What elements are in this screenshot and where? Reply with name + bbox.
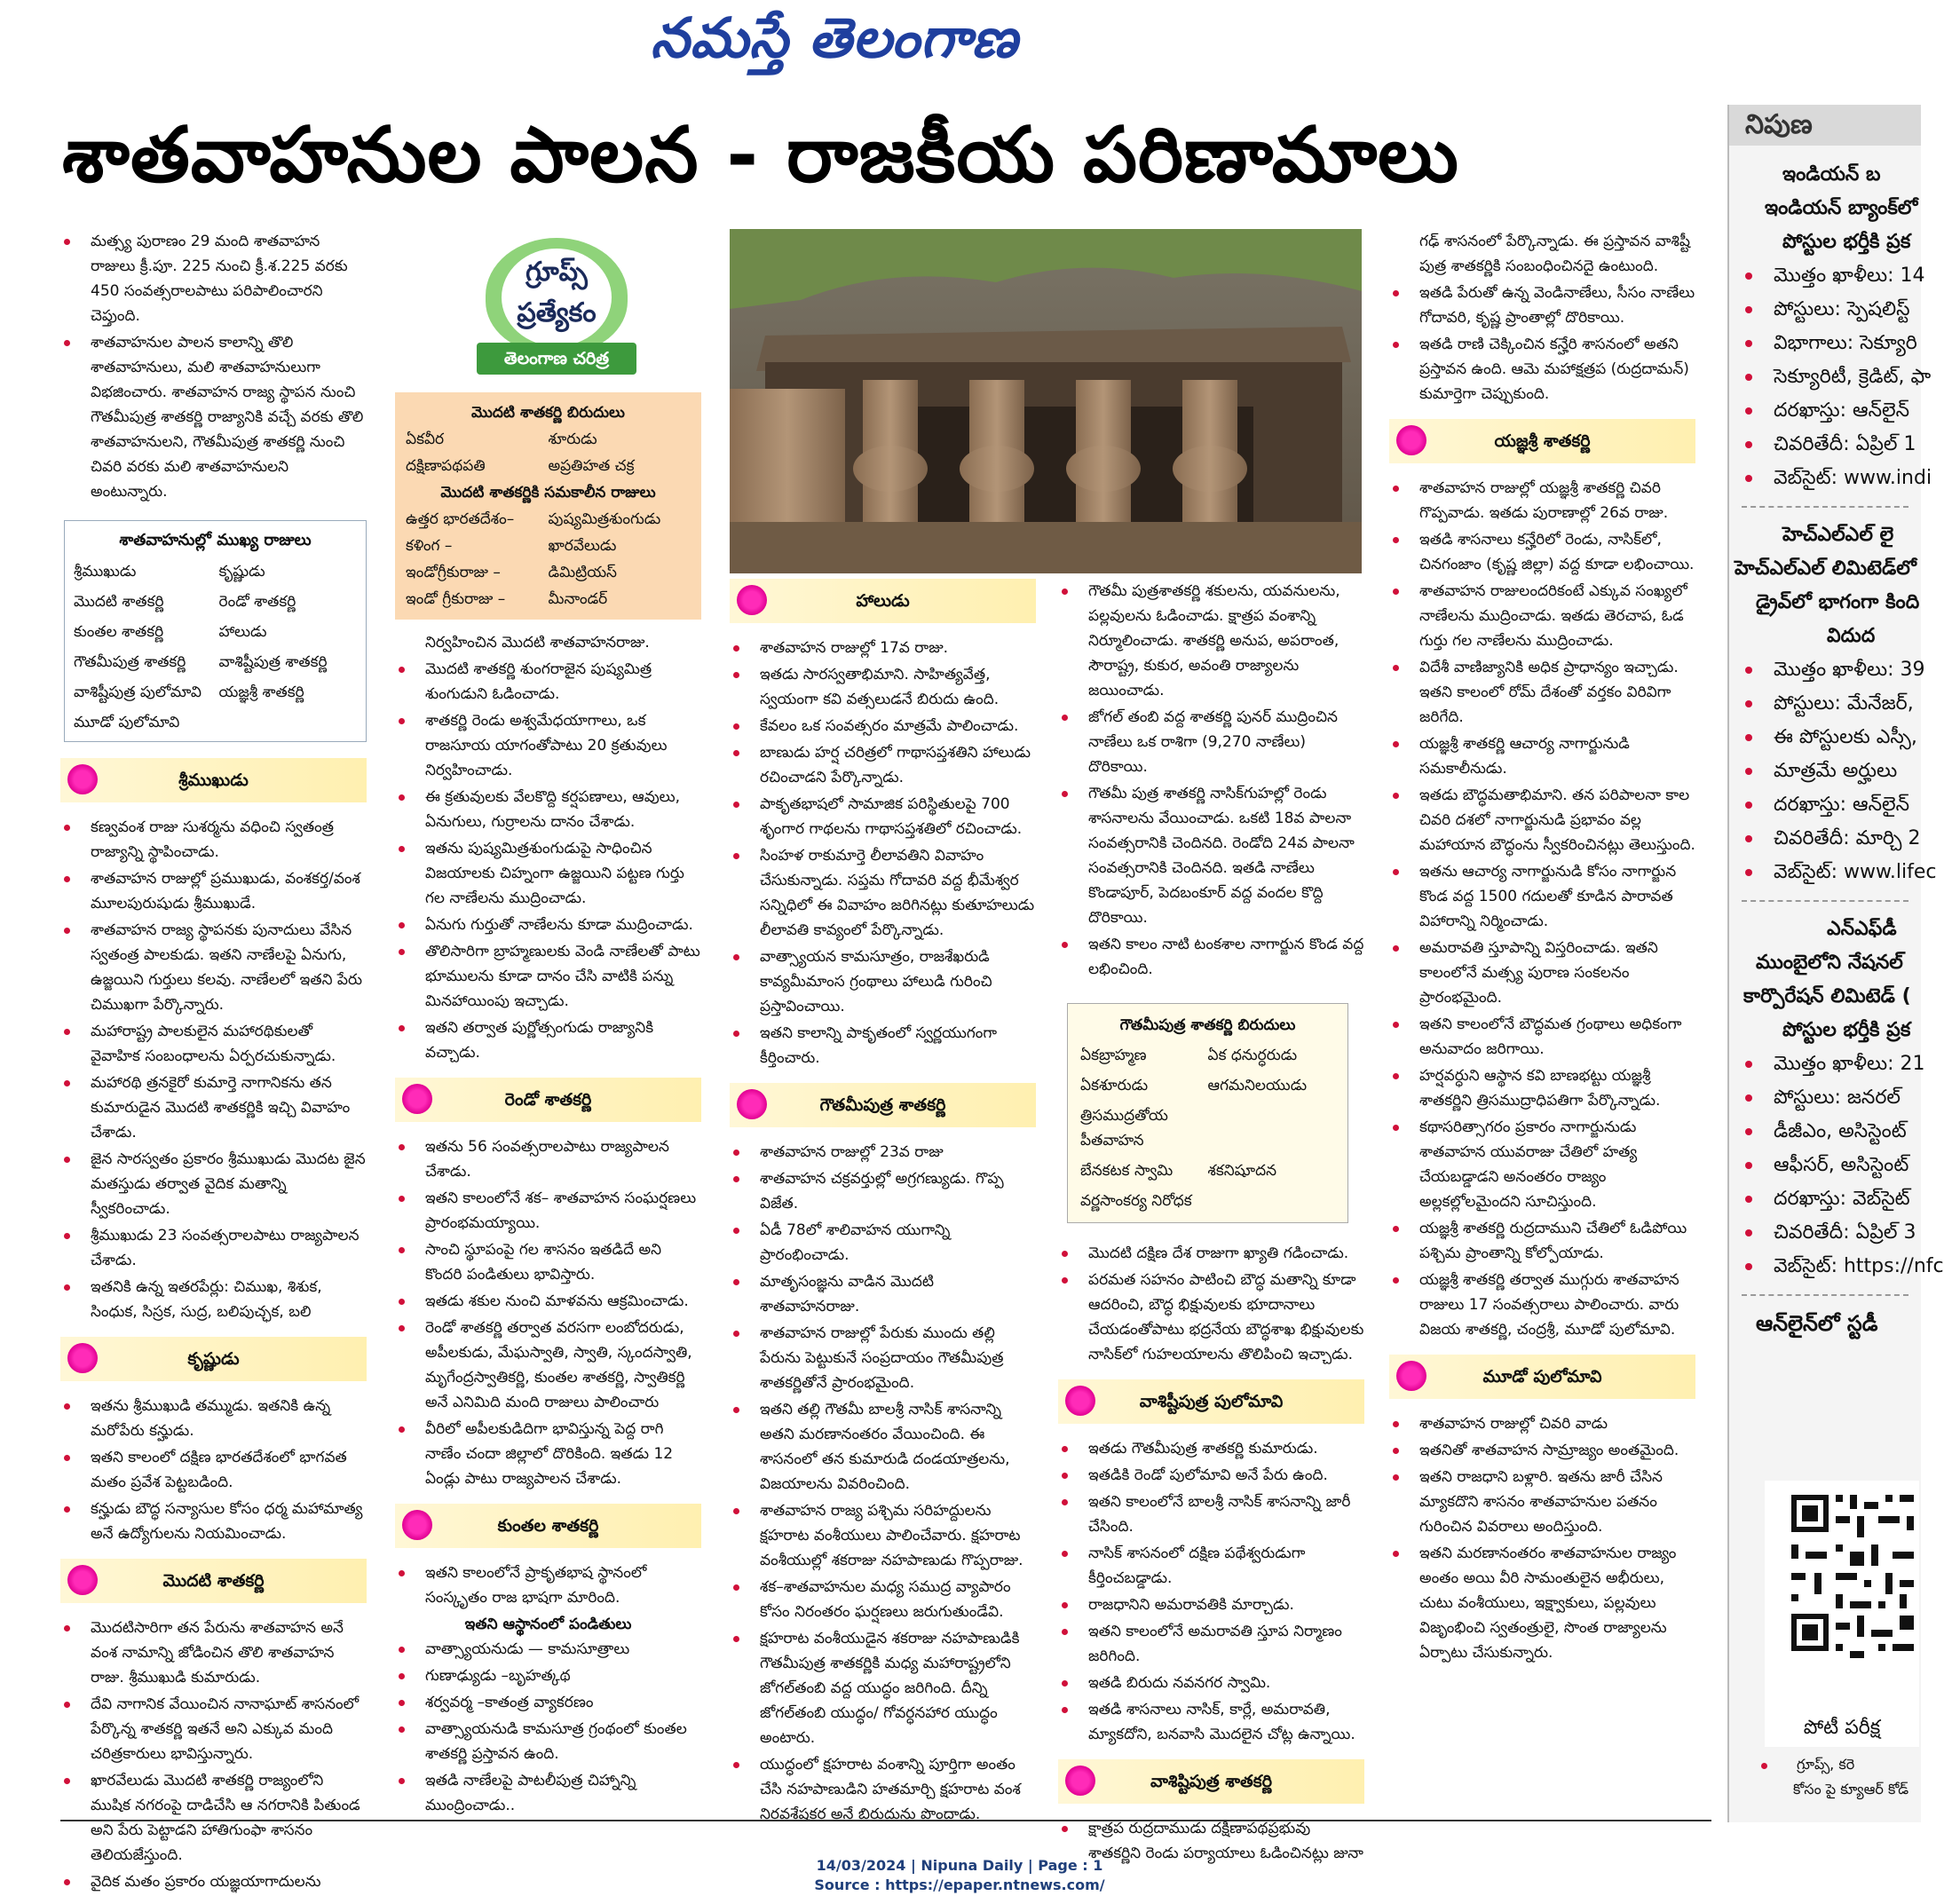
list-item: శాతవాహన రాజుల్లో పేరుకు ముందు తల్లి పేరును పెట్టుకునే సంప్రదాయం గౌతమీపుత్ర శాతకర్ణితోనే ప్రారంభమైంది. bbox=[730, 1321, 1036, 1395]
list-item: ఇతను పుష్యమిత్రశుంగుడుపై సాధించిన విజయాలకు చిహ్నంగా ఉజ్జయిని పట్టణ గుర్తు గల నాణేలను ముద్రించాడు. bbox=[395, 836, 701, 911]
list-item: క్షాత్రప రుద్రదాముడు దక్షిణాపథప్రభువు శాతకర్ణిని రెండు పర్యాయాలు ఓడించినట్లు జునా bbox=[1058, 1816, 1364, 1866]
footer-source-link[interactable]: Source : https://epaper.ntnews.com/ bbox=[814, 1876, 1105, 1893]
region: ఇండోగ్రీకురాజు – bbox=[406, 564, 501, 581]
ad-subtitle: కార్పొరేషన్ లిమిటెడ్ ( bbox=[1743, 985, 1911, 1007]
title-item: ఏకబ్రాహ్మణ bbox=[1080, 1047, 1147, 1064]
title-item: వర్ణసాంకర్య నిరోధక bbox=[1080, 1192, 1192, 1210]
list-item: మొదటి శాతకర్ణి శుంగరాజైన పుష్యమిత్ర శుంగుడుని ఓడించాడు. bbox=[395, 657, 701, 707]
cave-temple-photo bbox=[730, 229, 1362, 573]
footnote-line: కోసం పై క్యూఆర్ కోడ్ bbox=[1793, 1781, 1909, 1797]
gautamiputra-titles-box bbox=[1067, 1003, 1348, 1223]
king: పుష్యమిత్రశుంగుడు bbox=[548, 510, 661, 528]
list-item: అమరావతి స్తూపాన్ని విస్తరించాడు. ఇతని కాలంలోనే మత్స్య పురాణ సంకలనం ప్రారంభమైంది. bbox=[1389, 936, 1695, 1010]
title-item: ఏక ధనుర్ధరుడు bbox=[1207, 1047, 1298, 1064]
list-item: ఇతని కాలంలోనే బాలశ్రీ నాసిక్ శాసనాన్ని జారీ చేసింది. bbox=[1058, 1489, 1364, 1539]
list-item: శాతవాహనుల పాలన కాలాన్ని తొలి శాతవాహనులు, మలి శాతవాహనులుగా విభజించారు. శాతవాహన రాజ్య స్థాపన నుంచి గౌతమీపుత్ర శాతకర్ణి రాజ్యానికి వచ్చే వరకు తొలి శాతవాహనులని, గౌతమీపుత్ర శాతకర్ణి నుంచి చివరి వరకు మలి శాతవాహనులని అంటున్నారు. bbox=[60, 330, 367, 504]
divider bbox=[1742, 900, 1908, 902]
king-name: కుంతల శాతకర్ణి bbox=[74, 623, 164, 641]
king-name: వాశిష్టీపుత్ర శాతకర్ణి bbox=[218, 653, 328, 671]
kings-box bbox=[64, 520, 367, 742]
list-item: ఇతడి శాసనాలు కన్హేరిలో రెండు, నాసిక్‌లో, చినగంజాం (కృష్ణ జిల్లా) వద్ద కూడా లభించాయి. bbox=[1389, 527, 1695, 577]
king-name: శ్రీముఖుడు bbox=[74, 563, 137, 581]
list-item: శాతవాహన రాజులందరికంటే ఎక్కువ సంఖ్యలో నాణేలను ముద్రించాడు. ఇతడు తెరచాప, ఓడ గుర్తు గల నాణేలను ముద్రించాడు. bbox=[1389, 579, 1695, 653]
qr-code[interactable] bbox=[1765, 1481, 1919, 1747]
list-item: యజ్ఞశ్రీ శాతకర్ణి ఆచార్య నాగార్జునుడి సమకాలీనుడు. bbox=[1389, 731, 1695, 781]
list-item: మొదటి దక్షిణ దేశ రాజుగా ఖ్యాతి గడించాడు. bbox=[1058, 1241, 1364, 1266]
list-item: వాత్స్యాయన కామసూత్రం, రాజశేఖరుడి కావ్యమీమాంస గ్రంథాలు హాలుడి గురించి ప్రస్తావించాయి. bbox=[730, 944, 1036, 1019]
ad-item: విభాగాలు: సెక్యూరి bbox=[1729, 327, 1921, 360]
king: ఖారవేలుడు bbox=[548, 537, 617, 555]
list-item: తొలిసారిగా బ్రాహ్మణులకు వెండి నాణేలతో పాటు భూములను కూడా దానం చేసి వాటికి పన్ను మినహాయింపు ఇచ్చాడు. bbox=[395, 939, 701, 1014]
list-item: శాతవాహన రాజుల్లో ప్రముఖుడు, వంశకర్త/వంశ మూలపురుషుడు శ్రీముఖుడే. bbox=[60, 866, 367, 916]
list-item: శాతకర్ణి రెండు అశ్వమేధయాగాలు, ఒక రాజసూయ యాగంతోపాటు 20 క్రతువులు నిర్వహించాడు. bbox=[395, 708, 701, 783]
list-item: వాత్స్యాయనుడి కామసూత్ర గ్రంథంలో కుంతల శాతకర్ణి ప్రస్తావన ఉంది. bbox=[395, 1717, 701, 1766]
list-item: శాతవాహన రాజ్య స్థాపనకు పునాదులు వేసిన స్వతంత్ర పాలకుడు. ఇతని నాణేలపై ఏనుగు, ఉజ్జయిని గుర్తులు కలవు. నాణేలలో ఇతని పేరు చిముఖగా పేర్కొన్నారు. bbox=[60, 918, 367, 1017]
ad-title: ఎన్‌ఎఫ్‌డీ bbox=[1827, 918, 1897, 940]
list-item: శాతవాహన రాజ్య పశ్చిమ సరిహద్దులను క్షహరాట వంశీయులు పాలించేవారు. క్షహరాట వంశీయుల్లో శకరాజు నహపాణుడు గొప్పరాజు. bbox=[730, 1498, 1036, 1573]
sidebar-header: నిపుణ bbox=[1729, 105, 1921, 146]
list-item: దేవి నాగానిక వేయించిన నానాఘాట్ శాసనంలో పేర్కొన్న శాతకర్ణి ఇతనే అని ఎక్కువ మంది చరిత్రకారులు భావిస్తున్నారు. bbox=[60, 1692, 367, 1766]
title-item: బేనకటక స్వామి bbox=[1080, 1162, 1174, 1180]
list-item: ఏడీ 78లో శాలివాహన యుగాన్ని ప్రారంభించాడు. bbox=[730, 1218, 1036, 1268]
list-item: కన్హుడు బౌద్ధ సన్యాసుల కోసం ధర్మ మహామాత్య అనే ఉద్యోగులను నియమించాడు. bbox=[60, 1497, 367, 1546]
ad-title: హెచ్‌ఎల్‌ఎల్ లై bbox=[1782, 524, 1894, 546]
title-item: ఏకవీర bbox=[406, 431, 445, 448]
list-item: రెండో శాతకర్ణి తర్వాత వరసగా లంబోదరుడు, అపీలకుడు, మేఘస్వాతి, స్వాతి, స్కందస్వాతి, మృగేంద్రస్వాతికర్ణి, కుంతల శాతకర్ణి, స్వాతికర్ణి అనే ఎనిమిది మంది రాజులు పాలించారు bbox=[395, 1315, 701, 1415]
title-item: శూరుడు bbox=[548, 431, 597, 448]
list-item: కణ్వవంశ రాజు సుశర్మను వధించి స్వతంత్ర రాజ్యాన్ని స్థాపించాడు. bbox=[60, 815, 367, 865]
list-item: ఇతడు సారస్వతాభిమాని. సాహిత్యవేత్త, స్వయంగా కవి వత్సలుడనే బిరుదు ఉంది. bbox=[730, 662, 1036, 712]
list-item: జైన సారస్వతం ప్రకారం శ్రీముఖుడు మొదట జైన మతస్తుడు తర్వాత వైదిక మతాన్ని స్వీకరించాడు. bbox=[60, 1147, 367, 1221]
list-item: గౌతమీ పుత్రశాతకర్ణి శకులను, యవనులను, పల్లవులను ఓడించాడు. క్షాత్రప వంశాన్ని నిర్మూలించాడు. శాతకర్ణి అనుప, అపరాంత, సౌరాష్ట్ర, కుకుర, అవంతి రాజ్యాలను జయించాడు. bbox=[1058, 579, 1364, 703]
section-heading: కృష్ణుడు bbox=[60, 1337, 367, 1381]
region: ఉత్తర భారతదేశం– bbox=[406, 510, 515, 528]
title-item: అప్రతిహత చక్ర bbox=[548, 457, 635, 475]
list-item: వీరిలో అపీలకుడిదిగా భావిస్తున్న పెద్ద రాగి నాణేం చందా జిల్లాలో దొరికింది. ఇతడు 12 ఏండ్లు పాటు రాజ్యపాలన చేశాడు. bbox=[395, 1417, 701, 1491]
list-item: క్షహరాట వంశీయుడైన శకరాజు నహపాణుడికి గౌతమీపుత్ర శాతకర్ణికి మధ్య మహారాష్ట్రలోని జోగల్‌తంబి వద్ద యుద్ధం జరిగింది. దీన్ని జోగల్‌తంబి యుద్ధం/ గోవర్ధనహార యుద్ధం అంటారు. bbox=[730, 1626, 1036, 1750]
list-item: ఇతను ఆచార్య నాగార్జునుడి కోసం నాగార్జున కొండ వద్ద 1500 గదులతో కూడిన పారావత విహారాన్ని నిర్మించాడు. bbox=[1389, 859, 1695, 934]
list-item: ఇతని కాలంలోనే శక– శాతవాహన సంఘర్షణలు ప్రారంభమయ్యాయి. bbox=[395, 1186, 701, 1236]
king-name: గౌతమీపుత్ర శాతకర్ణి bbox=[74, 653, 186, 671]
ad-item: చివరితేదీ: మార్చి 2 bbox=[1729, 822, 1921, 856]
ad-link[interactable]: వెబ్‌సైట్: www.indi bbox=[1729, 462, 1921, 495]
title-item: త్రిసముద్రతోయ పీతవాహన bbox=[1080, 1107, 1168, 1150]
title-item: ఏకశూరుడు bbox=[1080, 1077, 1149, 1094]
titles-box bbox=[395, 392, 701, 620]
list-item: కథాసరిత్సాగరం ప్రకారం నాగార్జునుడు శాతవాహన యువరాజు చేతిలో హత్య చేయబడ్డాడని అనంతరం రాజ్యం అల్లకల్లోలమైందని సూచిస్తుంది. bbox=[1389, 1115, 1695, 1214]
ad-item: ఈ పోస్టులకు ఎస్సీ, bbox=[1729, 721, 1921, 754]
ad-subtitle: ముంబైలోని నేషనల్ bbox=[1756, 952, 1903, 974]
list-item: ఇతడు శకుల నుంచి మాళవను ఆక్రమించాడు. bbox=[395, 1289, 701, 1314]
column-2 bbox=[395, 222, 701, 1820]
list-item: ఇతని మరణానంతరం శాతవాహనుల రాజ్యం అంతం అయి వీరి సామంతులైన అభీరులు, చుటు వంశీయులు, ఇక్ష్వాకులు, పల్లవులు విజృంభించి స్వతంత్రులై, సొంత రాజ్యాలను ఏర్పాటు చేసుకున్నారు. bbox=[1389, 1541, 1695, 1665]
ad-subtitle: హెచ్‌ఎల్‌ఎల్ లిమిటెడ్‌లో bbox=[1735, 557, 1916, 580]
king-name: మొదటి శాతకర్ణి bbox=[74, 593, 164, 611]
list-item: హర్షవర్ధుని ఆస్థాన కవి బాణభట్టు యజ్ఞశ్రీ శాతకర్ణిని త్రిసముద్రాధిపతిగా పేర్కొన్నాడు. bbox=[1389, 1063, 1695, 1113]
badge-line-1: గ్రూప్స్ bbox=[526, 257, 588, 288]
list-item: మహారాష్ట్ర పాలకులైన మహారథికులతో వైవాహిక సంబంధాలను ఏర్పరచుకున్నాడు. bbox=[60, 1019, 367, 1069]
list-item: ఇతని తల్లి గౌతమీ బాలశ్రీ నాసిక్ శాసనాన్ని అతని మరణానంతరం వేయించింది. ఈ శాసనంలో తన కుమారుడి దండయాత్రలను, విజయాలను వివరించింది. bbox=[730, 1397, 1036, 1497]
list-item: ఇతడి బిరుదు నవనగర స్వామి. bbox=[1058, 1671, 1364, 1695]
king-name: కృష్ణుడు bbox=[218, 563, 265, 581]
column-1 bbox=[60, 229, 367, 1896]
section-heading: కుంతల శాతకర్ణి bbox=[395, 1504, 701, 1548]
list-item: కేవలం ఒక సంవత్సరం మాత్రమే పాలించాడు. bbox=[730, 714, 1036, 739]
list-item: పాకృతభాషలో సామాజిక పరిస్థితులపై 700 శృంగార గాథలను గాథాసప్తశతిలో రచించాడు. bbox=[730, 792, 1036, 841]
list-item: గుణాఢ్యుడు –బృహత్కథ bbox=[395, 1663, 701, 1688]
section-heading: మొదటి శాతకర్ణి bbox=[60, 1559, 367, 1603]
footnote-line: గ్రూప్స్, కరె bbox=[1758, 1753, 1919, 1776]
intro-list bbox=[60, 229, 367, 504]
column-4 bbox=[1058, 579, 1364, 1868]
column-3 bbox=[730, 579, 1036, 1829]
list-item: మత్స్య పురాణం 29 మంది శాతవాహన రాజులు క్రీ.పూ. 225 నుంచి క్రీ.శ.225 వరకు 450 సంవత్సరాలపాటు పరిపాలించారని చెప్తుంది. bbox=[60, 229, 367, 328]
list-item: నాసిక్ శాసనంలో దక్షిణ పథేశ్వరుడుగా కీర్తించబడ్డాడు. bbox=[1058, 1541, 1364, 1591]
list-item: శక–శాతవాహనుల మధ్య సముద్ర వ్యాపారం కోసం నిరంతరం ఘర్షణలు జరుగుతుండేవి. bbox=[730, 1575, 1036, 1624]
list-item: యజ్ఞశ్రీ శాతకర్ణి రుద్రదాముని చేతిలో ఓడిపోయి పశ్చిమ ప్రాంతాన్ని కోల్పోయాడు. bbox=[1389, 1216, 1695, 1266]
scholars-title: ఇతని ఆస్థానంలో పండితులు bbox=[464, 1616, 632, 1633]
list-item: శాతవాహన రాజుల్లో చివరి వాడు bbox=[1389, 1411, 1695, 1436]
titles-box-title: మొదటి శాతకర్ణి బిరుదులు bbox=[471, 404, 625, 422]
king-name: హాలుడు bbox=[218, 623, 267, 641]
ad-subtitle: పోస్టుల భర్తీకి ప్రక bbox=[1782, 1019, 1911, 1041]
online-study-title: ఆన్‌లైన్‌లో స్టడీ bbox=[1756, 1311, 1878, 1336]
list-item: సాంచి స్థూపంపై గల శాసనం ఇతడిదే అని కొందరి పండితులు భావిస్తారు. bbox=[395, 1237, 701, 1287]
continued-text: నిర్వహించిన మొదటి శాతవాహనరాజు. bbox=[425, 634, 650, 652]
ad-item: సెక్యూరిటీ, క్రెడిట్, ఫా bbox=[1729, 360, 1921, 394]
list-item: ఇతని తర్వాత పుర్ణోత్సంగుడు రాజ్యానికి వచ్చాడు. bbox=[395, 1015, 701, 1065]
list-item: శాతవాహన రాజుల్లో 17వ రాజు. bbox=[730, 636, 1036, 660]
list-item: ఈ క్రతువులకు వేలకొద్ది కర్షపణాలు, ఆవులు, ఏనుగులు, గుర్రాలను దానం చేశాడు. bbox=[395, 785, 701, 834]
masthead-logo: నమస్తే తెలంగాణ bbox=[650, 5, 1019, 70]
list-item: ఇతడి శాసనాలు నాసిక్, కార్లే, అమరావతి, మ్యాకదోని, బనవాసి మొదలైన చోట్ల ఉన్నాయి. bbox=[1058, 1697, 1364, 1747]
qr-caption: పోటీ పరీక్ష bbox=[1803, 1717, 1881, 1739]
ad-item: ఆఫీసర్, అసిస్టెంట్ bbox=[1729, 1149, 1921, 1182]
ad-item: చివరితేదీ: ఏప్రిల్ 3 bbox=[1729, 1216, 1921, 1250]
list-item: యుద్ధంలో క్షహరాట వంశాన్ని పూర్తిగా అంతం చేసి నహపాణుడిని హతమార్చి క్షహరాట వంశ నిరవశేషకర అనే బిరుదును పొందాడు. bbox=[730, 1752, 1036, 1827]
list-item: ఇతనితో శాతవాహన సామ్రాజ్యం అంతమైంది. bbox=[1389, 1438, 1695, 1463]
list-item: ఇతని రాజధాని బళ్లారి. ఇతను జారీ చేసిన మ్యాకదొని శాసనం శాతవాహనుల పతనం గురించిన వివరాలు అందిస్తుంది. bbox=[1389, 1465, 1695, 1539]
list-item: ఇతడికి రెండో పులోమావి అనే పేరు ఉంది. bbox=[1058, 1463, 1364, 1488]
section-heading: మూడో పులోమావి bbox=[1389, 1355, 1695, 1399]
list-item: ఇతడి పేరుతో ఉన్న వెండినాణేలు, సీసం నాణేలు గోదావరి, కృష్ణ ప్రాంతాల్లో దొరికాయి. bbox=[1389, 280, 1695, 330]
ad-item: దరఖాస్తు: ఆన్‌లైన్ bbox=[1729, 788, 1921, 822]
list-item: ఖారవేలుడు మొదటి శాతకర్ణి రాజ్యంలోని ముషిక నగరంపై దాడిచేసి ఆ నగరానికి పితుండ అని పేరు పెట్టాడని హాతిగుంఫా శాసనం తెలియజేస్తుంది. bbox=[60, 1768, 367, 1868]
list-item: శాతవాహన రాజుల్లో 23వ రాజు bbox=[730, 1140, 1036, 1165]
list-item: ఇతడు గౌతమీపుత్ర శాతకర్ణి కుమారుడు. bbox=[1058, 1436, 1364, 1461]
list-item: ఇతడి రాణి చెక్కించిన కన్హేరి శాసనంలో అతని ప్రస్తావన ఉంది. ఆమె మహాక్షత్రప (రుద్రదామన్) కుమార్తెగా చెప్పుకుంది. bbox=[1389, 332, 1695, 407]
list-item: ఇతను శ్రీముఖుడి తమ్ముడు. ఇతనికి ఉన్న మరోపేరు కన్హుడు. bbox=[60, 1394, 367, 1443]
ad-item: పోస్టులు: జనరల్ bbox=[1729, 1081, 1921, 1115]
list-item: శ్రీముఖుడు 23 సంవత్సరాలపాటు రాజ్యపాలన చేశాడు. bbox=[60, 1223, 367, 1273]
king-name: వాశిష్టీపుత్ర పులోమావి bbox=[74, 683, 202, 701]
column-5 bbox=[1389, 229, 1695, 1667]
ad-item: మాత్రమే అర్హులు bbox=[1729, 754, 1921, 788]
ad-link[interactable]: వెబ్‌సైట్: www.lifec bbox=[1729, 856, 1921, 889]
list-item: సింహళ రాకుమార్తె లీలావతిని వివాహం చేసుకున్నాడు. సప్తమ గోదావరి వద్ద భీమేశ్వర సన్నిధిలో ఈ వివాహం జరిగినట్లు కుతూహలుడు లీలావతి కావ్యంలో పేర్కొన్నాడు. bbox=[730, 843, 1036, 943]
section-heading: వాశిష్టీపుత్ర పులోమావి bbox=[1058, 1379, 1364, 1424]
section-heading: శ్రీముఖుడు bbox=[60, 758, 367, 802]
list-item: జోగల్ తంబి వద్ద శాతకర్ణి పునర్ ముద్రించిన నాణేలు ఒక రాశిగా (9,270 నాణేలు) దొరికాయి. bbox=[1058, 705, 1364, 779]
ad-item: మొత్తం ఖాళీలు: 21 bbox=[1729, 1047, 1921, 1081]
list-item: వైదిక మతం ప్రకారం యజ్ఞయాగాదులను bbox=[60, 1869, 367, 1894]
bottom-rule bbox=[60, 1820, 1711, 1821]
list-item: యజ్ఞశ్రీ శాతకర్ణి తర్వాత ముగ్గురు శాతవాహన రాజులు 17 సంవత్సరాలు పాలించారు. వారు విజయ శాతకర్ణి, చంద్రశ్రీ, మూడో పులోమావి. bbox=[1389, 1268, 1695, 1342]
region: ఇండో గ్రీకురాజు – bbox=[406, 590, 506, 608]
ad-item: దరఖాస్తు: వెబ్‌సైట్ bbox=[1729, 1182, 1921, 1216]
list-item: మొదటిసారిగా తన పేరును శాతవాహన అనే వంశ నామాన్ని జోడించిన తొలి శాతవాహన రాజు. శ్రీముఖుడి కుమారుడు. bbox=[60, 1616, 367, 1690]
region: కళింగ – bbox=[406, 537, 453, 555]
contemporaries-title: మొదటి శాతకర్ణికి సమకాలీన రాజులు bbox=[440, 484, 656, 502]
title-item: దక్షిణాపథపతి bbox=[406, 457, 486, 475]
list-item: బాణుడు హర్ష చరిత్రలో గాథాసప్తశతిని హాలుడు రచించాడని పేర్కొన్నాడు. bbox=[730, 740, 1036, 790]
list-item: ఇతడు బౌద్ధమతాభిమాని. తన పరిపాలనా కాల చివరి దశలో నాగార్జునుడి ప్రభావం వల్ల మహాయాన బౌద్ధంను స్వీకరించినట్లు తెలుస్తుంది. bbox=[1389, 783, 1695, 857]
list-item: శాతవాహన రాజుల్లో యజ్ఞశ్రీ శాతకర్ణి చివరి గొప్పవాడు. ఇతడు పురాణాల్లో 26వ రాజు. bbox=[1389, 476, 1695, 525]
list-item: రాజధానిని అమరావతికి మార్చాడు. bbox=[1058, 1592, 1364, 1617]
footer-date-line: 14/03/2024 | Nipuna Daily | Page : 1 bbox=[816, 1857, 1103, 1874]
continued-text: గఢ్ శాసనంలో పేర్కొన్నాడు. ఈ ప్రస్తావన వాశిష్టీ పుత్ర శాతకర్ణికి సంబంధించినదై ఉంటుంది. bbox=[1419, 233, 1690, 275]
section-heading: గౌతమీపుత్ర శాతకర్ణి bbox=[730, 1083, 1036, 1127]
ad-item: చివరితేదీ: ఏప్రిల్ 1 bbox=[1729, 428, 1921, 462]
groups-special-badge bbox=[477, 238, 636, 371]
ad-subtitle: విదుద bbox=[1827, 625, 1876, 647]
divider bbox=[1742, 506, 1908, 508]
list-item: ఇతని కాలం నాటి టంకశాల నాగార్జున కొండ వద్ద లభించింది. bbox=[1058, 932, 1364, 982]
list-item: ఇతని కాలంలోనే అమరావతి స్తూప నిర్మాణం జరిగింది. bbox=[1058, 1619, 1364, 1669]
list-item: విదేశీ వాణిజ్యానికి అధిక ప్రాధాన్యం ఇచ్చాడు. ఇతని కాలంలో రోమ్ దేశంతో వర్తకం విరివిగా జరిగేది. bbox=[1389, 655, 1695, 730]
section-heading: యజ్ఞశ్రీ శాతకర్ణి bbox=[1389, 419, 1695, 463]
section-heading: హాలుడు bbox=[730, 579, 1036, 623]
title-item: శకనిషూదన bbox=[1207, 1162, 1277, 1180]
list-item: ఏనుగు గుర్తుతో నాణేలను కూడా ముద్రించాడు. bbox=[395, 912, 701, 937]
list-item: ఇతను 56 సంవత్సరాలపాటు రాజ్యపాలన చేశాడు. bbox=[395, 1134, 701, 1184]
ad-subtitle: ఇండియన్ బ్యాంక్‌లో bbox=[1765, 197, 1918, 219]
section-heading: వాశిష్టిపుత్ర శాతకర్ణి bbox=[1058, 1759, 1364, 1804]
ad-subtitle: పోస్టుల భర్తీకి ప్రక bbox=[1782, 231, 1911, 253]
kings-box-title: శాతవాహనుల్లో ముఖ్య రాజులు bbox=[119, 531, 312, 549]
badge-line-2: ప్రత్యేకం bbox=[517, 297, 597, 328]
king-name: యజ్ఞశ్రీ శాతకర్ణి bbox=[218, 683, 304, 701]
section-heading: రెండో శాతకర్ణి bbox=[395, 1078, 701, 1122]
badge-ribbon: తెలంగాణ చరిత్ర bbox=[477, 343, 636, 375]
king-name: మూడో పులోమావి bbox=[74, 714, 180, 731]
ad-link[interactable]: వెబ్‌సైట్: https://nfc bbox=[1729, 1250, 1921, 1284]
list-item: ఇతనికి ఉన్న ఇతరపేర్లు: చిముఖ, శిశుక, సింధుక, సిస్రక, సుద్ర, బలిపుచ్ఛక, బలి bbox=[60, 1275, 367, 1324]
divider bbox=[1742, 1294, 1908, 1296]
list-item: శాతవాహన చక్రవర్తుల్లో అగ్రగణ్యుడు. గొప్ప విజేత. bbox=[730, 1166, 1036, 1216]
list-item: మాతృసంజ్ఞను వాడిన మొదటి శాతవాహనరాజు. bbox=[730, 1269, 1036, 1319]
list-item: వాత్స్యాయనుడు — కామసూత్రాలు bbox=[395, 1637, 701, 1662]
ad-item: దరఖాస్తు: ఆన్‌లైన్ bbox=[1729, 394, 1921, 428]
list-item: ఇతని కాలంలో దక్షిణ భారతదేశంలో భాగవత మతం ప్రవేశ పెట్టబడింది. bbox=[60, 1445, 367, 1495]
list-item: మహారథి త్రనకైరో కుమార్తె నాగానికను తన కుమారుడైన మొదటి శాతకర్ణికి ఇచ్చి వివాహం చేశాడు. bbox=[60, 1071, 367, 1145]
ad-item: మొత్తం ఖాళీలు: 39 bbox=[1729, 653, 1921, 687]
title-item: ఆగమనిలయుడు bbox=[1207, 1077, 1308, 1094]
list-item: పరమత సహనం పాటించి బౌద్ధ మతాన్ని కూడా ఆదరించి, బౌద్ధ భిక్షువులకు భూదానాలు చేయడంతోపాటు భద్రనేయ బౌద్ధశాఖ భిక్షువులకు నాసిక్‌లో గుహలయాలను తొలిపించి ఇచ్చాడు. bbox=[1058, 1268, 1364, 1367]
list-item: ఇతని కాలాన్ని పాకృతంలో స్వర్ణయుగంగా కీర్తించారు. bbox=[730, 1021, 1036, 1071]
list-item: ఇతని కాలంలోనే బౌద్ధమత గ్రంథాలు అధికంగా అనువాదం జరిగాయి. bbox=[1389, 1012, 1695, 1062]
list-item: శర్వవర్మ –కాతంత్ర వ్యాకరణం bbox=[395, 1690, 701, 1715]
ad-item: మొత్తం ఖాళీలు: 14 bbox=[1729, 259, 1921, 293]
king: డిమిట్రియస్ bbox=[548, 564, 617, 581]
list-item: ఇతడి నాణేలపై పాటలీపుత్ర చిహ్నాన్ని ముంద్రించాడు.. bbox=[395, 1768, 701, 1818]
gbox-title: గౌతమీపుత్ర శాతకర్ణి బిరుదులు bbox=[1119, 1016, 1296, 1034]
ad-subtitle: డ్రైవ్‌లో భాగంగా కింది bbox=[1756, 591, 1920, 613]
ad-item: పోస్టులు: స్పెషలిస్ట్ bbox=[1729, 293, 1921, 327]
sidebar-footnote bbox=[1758, 1753, 1919, 1801]
king-name: రెండో శాతకర్ణి bbox=[218, 593, 296, 611]
king: మీనాండర్ bbox=[548, 590, 608, 608]
headline: శాతవాహనుల పాలన - రాజకీయ పరిణామాలు bbox=[62, 111, 1459, 200]
ad-item: పోస్టులు: మేనేజర్, bbox=[1729, 687, 1921, 721]
ad-item: డీజీఎం, అసిస్టెంట్ bbox=[1729, 1115, 1921, 1149]
list-item: ఇతని కాలంలోనే ప్రాకృతభాష స్థానంలో సంస్కృతం రాజ భాషగా మారింది. bbox=[395, 1560, 701, 1610]
list-item: గౌతమీ పుత్ర శాతకర్ణి నాసిక్‌గుహల్లో రెండు శాసనాలను వేయించాడు. ఒకటి 18వ పాలనా సంవత్సరానికి చెందినది. రెండోది 24వ పాలనా సంవత్సరానికి చెందినది. ఇతడి నాణేలు కొండాపూర్, పెదబంకూర్ వద్ద వందల కొద్ది దొరికాయి. bbox=[1058, 781, 1364, 930]
ad-title: ఇండియన్ బ bbox=[1782, 163, 1881, 186]
